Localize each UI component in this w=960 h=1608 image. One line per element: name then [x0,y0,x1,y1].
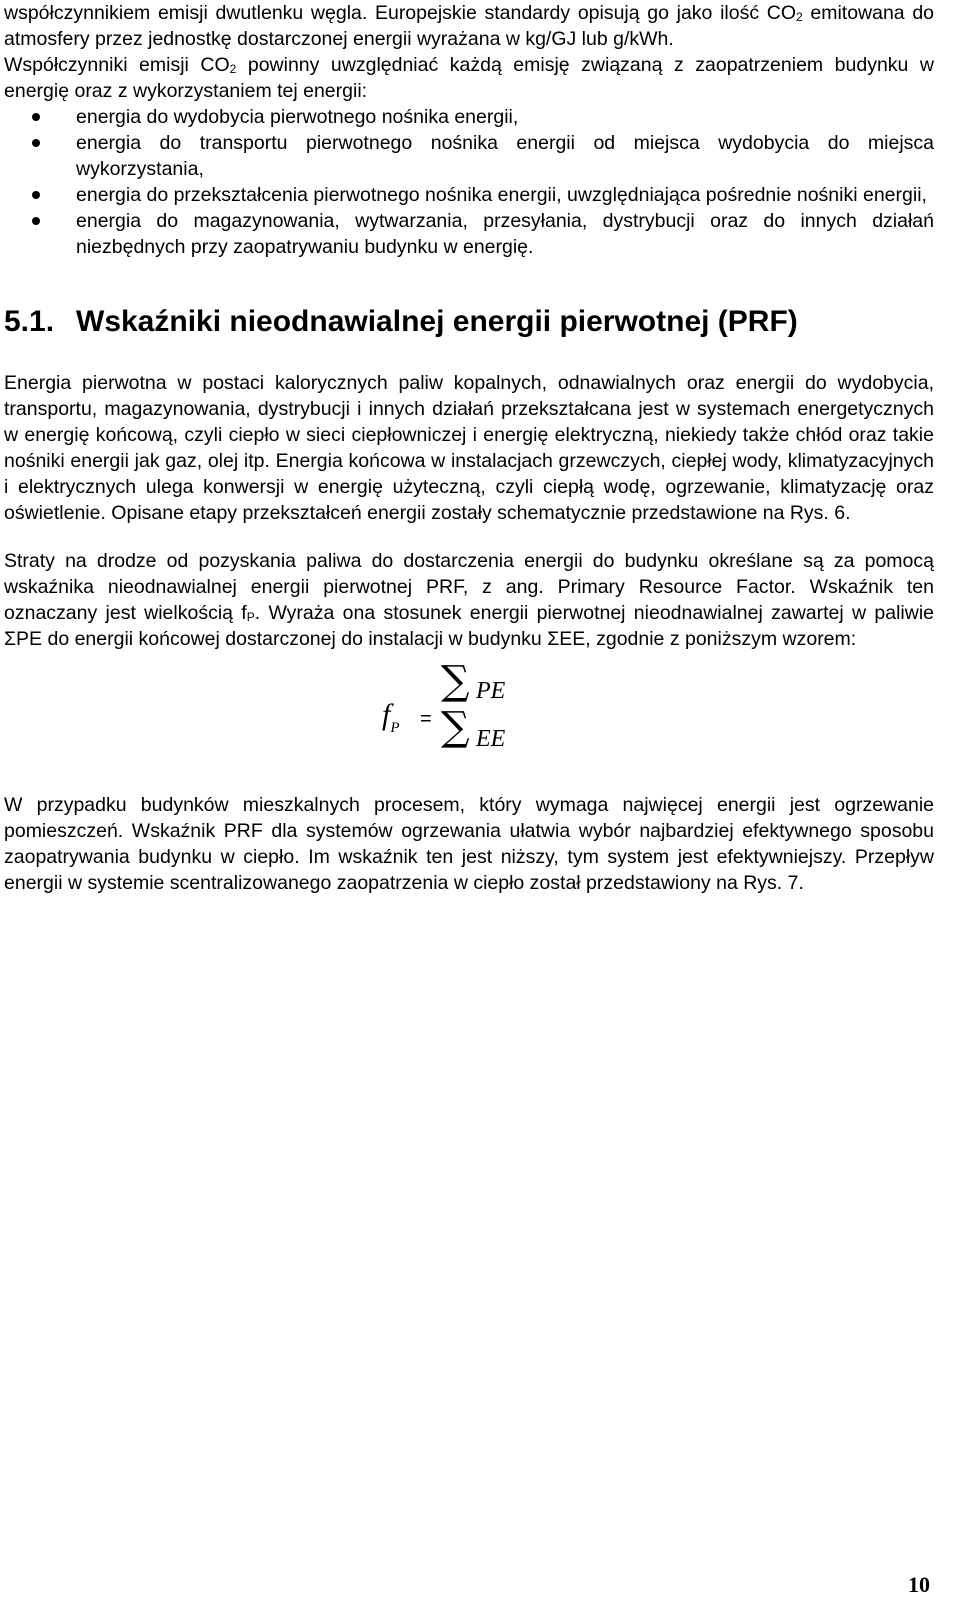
paragraph-text: Straty na drodze od pozyskania paliwa do dostarczenia energii do budynku określane są za pomocą wskaźnika nieodnawialnej energii pierwotnej PRF, z ang. Primary Resource Factor. Wskaźnik ten oznaczany jest wielkością f [4,550,934,624]
list-item [4,104,934,130]
co2-subscript: 2 [229,62,237,76]
formula-f: f [382,698,391,731]
formula-numerator: PE [476,678,506,704]
section-heading [4,304,934,340]
section-number: 5.1. [4,305,55,338]
list-item [4,182,934,208]
formula-equals: = [420,708,432,730]
bullet-icon [32,113,40,121]
bullet-icon [32,191,40,199]
sum-symbol-numerator: ∑ [441,658,470,704]
list-item-text: energia do magazynowania, wytwarzania, przesyłania, dystrybucji oraz do innych działań niezbędnych przy zaopatrywaniu budynku w energię. [76,210,934,258]
paragraph-heating: W przypadku budynków mieszkalnych procesem, który wymaga najwięcej energii jest ogrzewanie pomieszczeń. Wskaźnik PRF dla systemów ogrzewania ułatwia wybór najbardziej efektywnego sposobu zaopatrywania budynku w ciepło. Im wskaźnik ten jest niższy, tym system jest efektywniejszy. Przepływ energii w systemie scentralizowanego zaopatrzenia w ciepło został przedstawiony na Rys. 7. [4,794,934,894]
list-item-text: energia do przekształcenia pierwotnego nośnika energii, uwzględniająca pośrednie nośniki energii, [76,184,927,206]
co2-subscript: 2 [796,10,803,24]
paragraph-primary-energy: Energia pierwotna w postaci kalorycznych paliw kopalnych, odnawialnych oraz energii do wydobycia, transportu, magazynowania, dystrybucji i innych działań przekształcana jest w systemach energetycznych w energię końcową, czyli ciepło w sieci ciepłowniczej i energię elektryczną, niekiedy także chłód oraz takie nośniki energii jak gaz, olej itp. Energia końcowa w instalacjach grzewczych, ciepłej wody, klimatyzacyjnych i elektrycznych ulega konwersji w energię użyteczną, czyli ciepłą wodę, ogrzewanie, klimatyzację oraz oświetlenie. Opisane etapy przekształceń energii zostały schematycznie przedstawione na Rys. 6. [4,372,934,524]
intro-text: emitowana do atmosfery przez jednostkę dostarczonej energii wyrażana w kg/GJ lub g/kWh. [4,2,935,50]
sum-symbol-denominator: ∑ [441,704,470,750]
energy-bullet-list [4,104,934,260]
intro-paragraph-1 [4,0,934,52]
intro-text: Współczynniki emisji CO [4,54,230,76]
bullet-icon [32,217,40,225]
section-title: Wskaźniki nieodnawialnej energii pierwotnej (PRF) [76,305,798,338]
paragraph-text: . Wyraża ona stosunek energii pierwotnej nieodnawialnej zawartej w paliwie ΣPE do energii końcowej dostarczonej do instalacji w budynku ΣEE, zgodnie z poniższym wzorem: [4,602,934,650]
intro-text: powinny uwzględniać każdą emisję związaną z zaopatrzeniem budynku w energię oraz z wykorzystaniem tej energii: [4,54,934,102]
intro-text: współczynnikiem emisji dwutlenku węgla. Europejskie standardy opisują go jako ilość CO [4,2,796,24]
formula-lhs [382,698,400,741]
list-item [4,208,934,260]
fp-subscript: P [246,610,255,624]
list-item-text: energia do wydobycia pierwotnego nośnika energii, [76,106,519,128]
document-page [4,0,934,896]
list-item [4,130,934,182]
formula-denominator: EE [476,726,506,752]
formula-lhs-subscript: P [390,720,400,736]
paragraph-prf-definition [4,548,934,652]
list-item-text: energia do transportu pierwotnego nośnika energii od miejsca wydobycia do miejsca wykorzystania, [76,132,934,180]
intro-paragraph-2 [4,52,934,104]
page-number: 10 [908,1572,930,1597]
prf-formula [4,658,934,770]
bullet-icon [32,139,40,147]
